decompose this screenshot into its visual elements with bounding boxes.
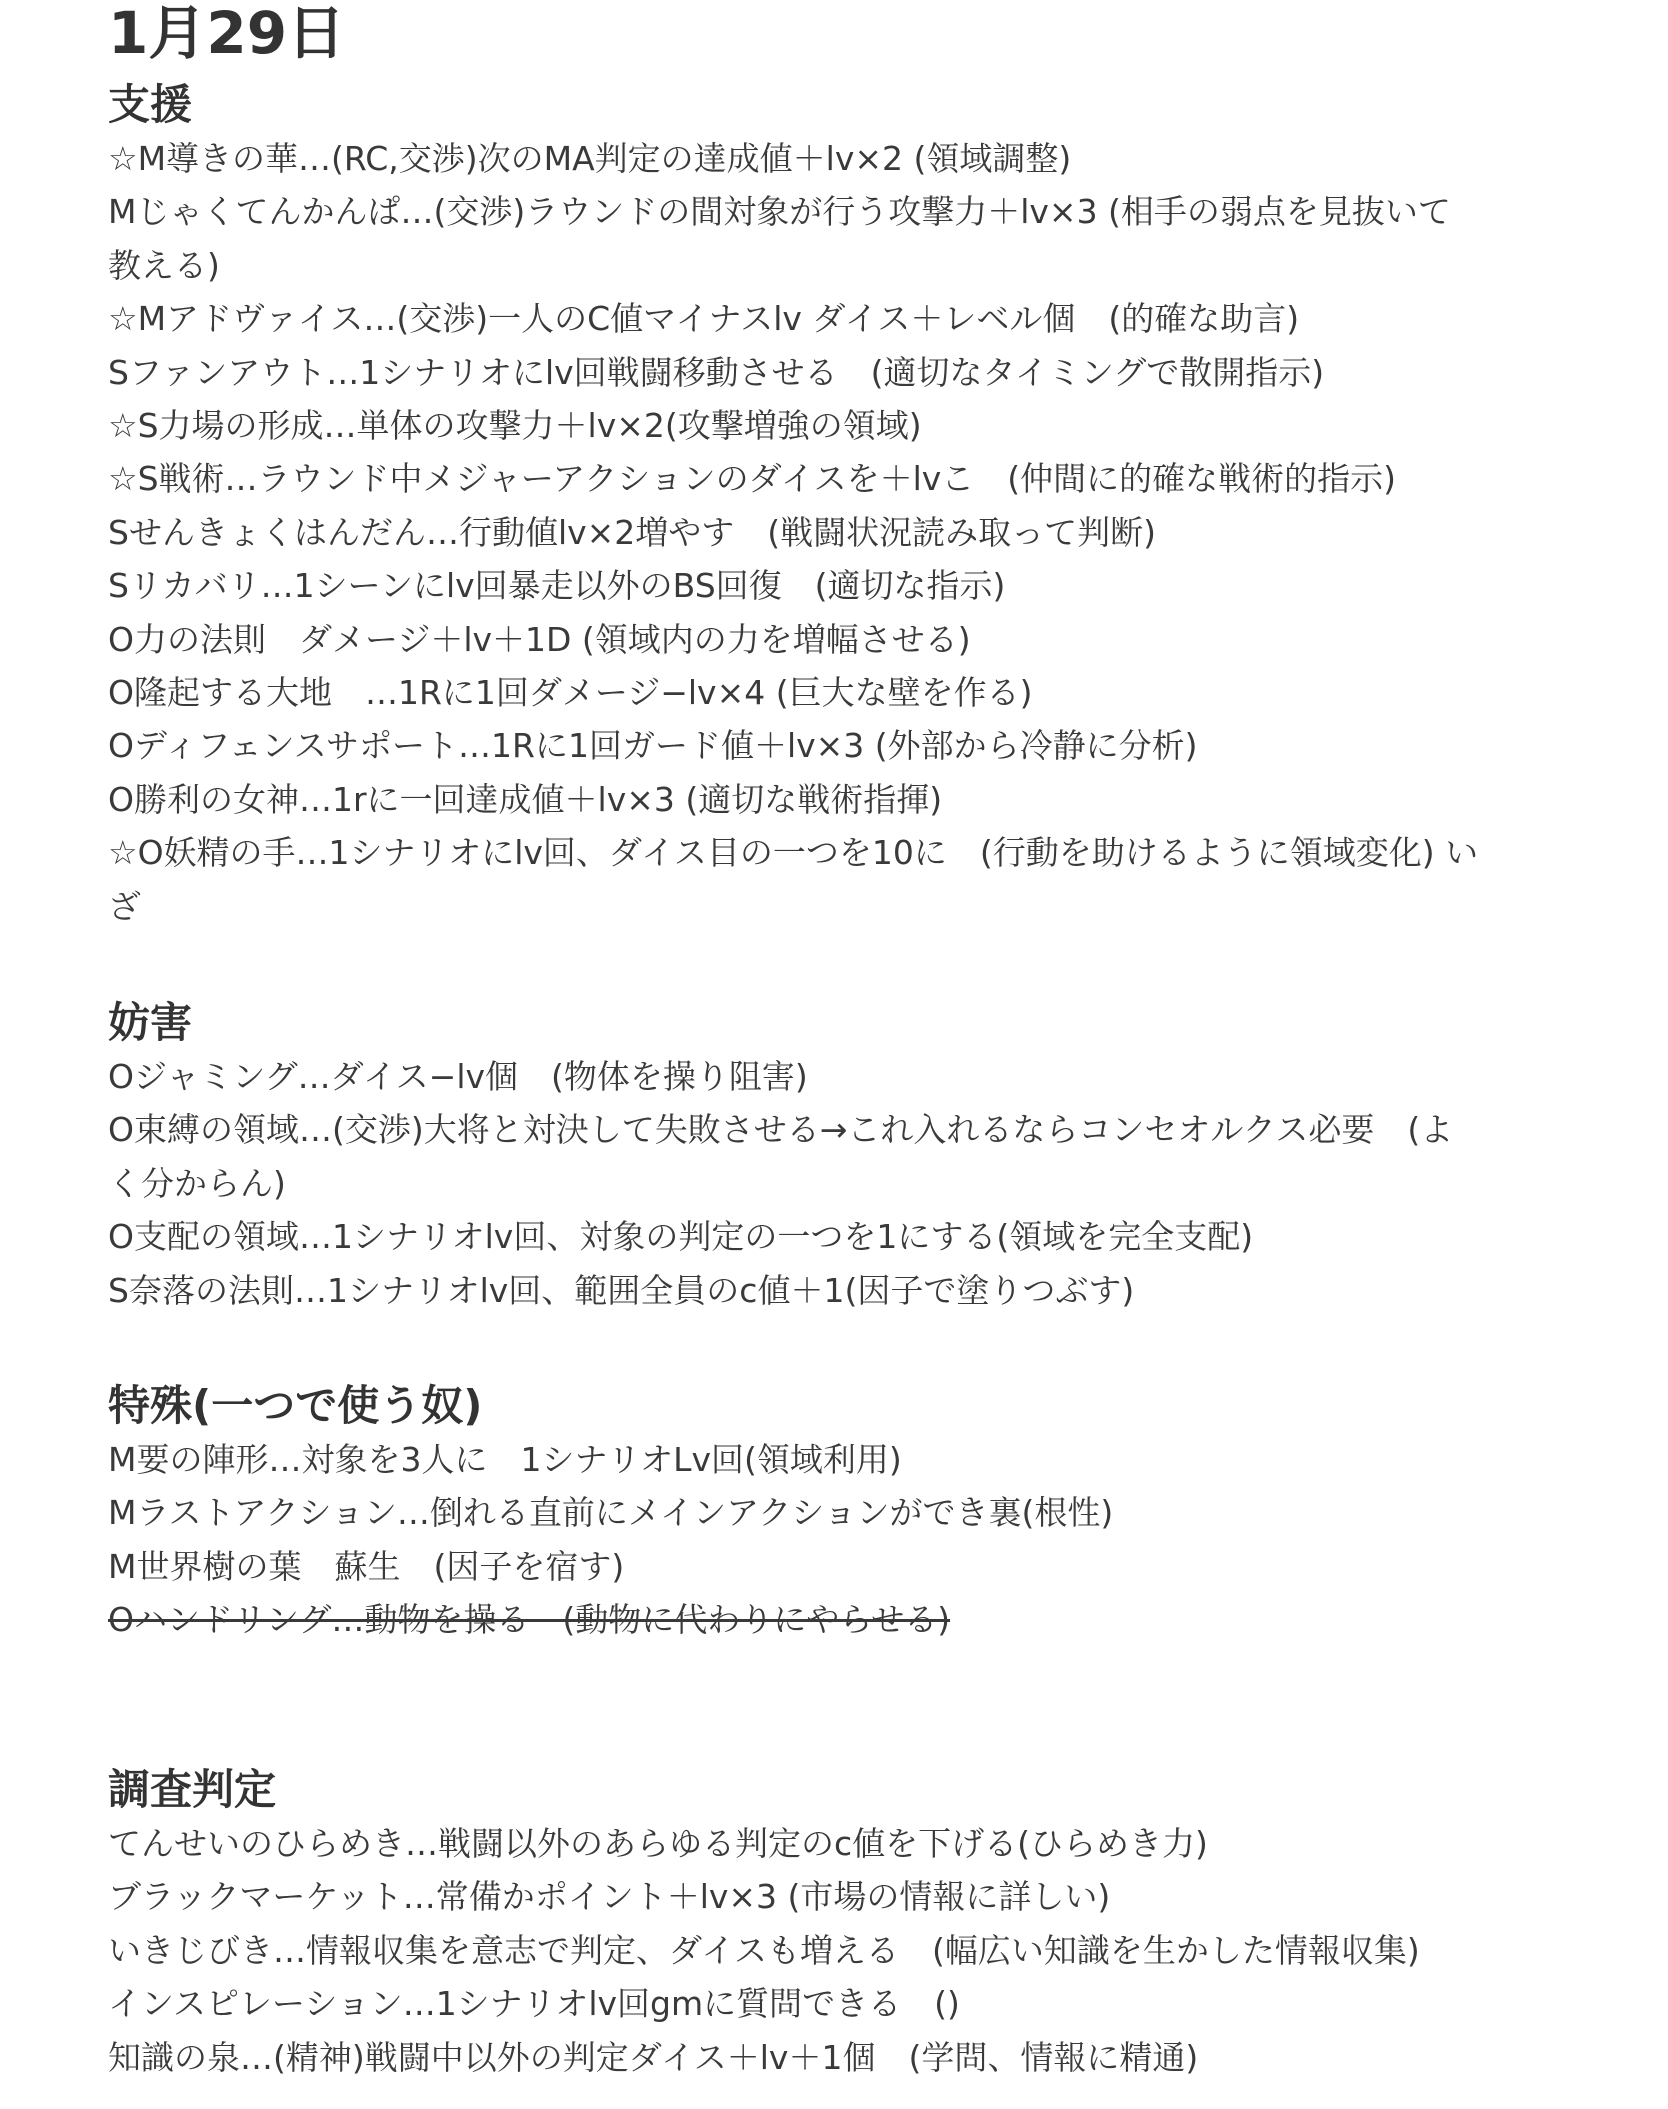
note-line: ☆S戦術…ラウンド中メジャーアクションのダイスを＋lvこ (仲間に的確な戦術的指示): [108, 459, 1397, 499]
note-line: インスピレーション…1シナリオlv回gmに質問できる (): [108, 1984, 960, 2024]
note-line: O隆起する大地 …1Rに1回ダメージ−lv×4 (巨大な壁を作る): [108, 673, 1033, 713]
section-investigation: [108, 1763, 1568, 2084]
note-line: ざ: [108, 886, 141, 926]
note-line: Sリカバリ…1シーンにlv回暴走以外のBS回復 (適切な指示): [108, 566, 1006, 606]
section-heading: 特殊(一つで使う奴): [108, 1381, 483, 1430]
note-line: ☆S力場の形成…単体の攻撃力＋lv×2(攻撃増強の領域): [108, 406, 922, 446]
note-line: Sせんきょくはんだん…行動値lv×2増やす (戦闘状況読み取って判断): [108, 512, 1157, 552]
note-line: ブラックマーケット…常備かポイント＋lv×3 (市場の情報に詳しい): [108, 1877, 1111, 1917]
note-line: O支配の領域…1シナリオlv回、対象の判定の一つを1にする(領域を完全支配): [108, 1217, 1254, 1257]
section-heading: 支援: [108, 80, 193, 129]
note-line: いきじびき…情報収集を意志で判定、ダイスも増える (幅広い知識を生かした情報収集): [108, 1930, 1420, 1970]
note-line: Mじゃくてんかんぱ…(交渉)ラウンドの間対象が行う攻撃力＋lv×3 (相手の弱点を見抜いて: [108, 192, 1451, 232]
line-list: [108, 132, 1568, 933]
note-title: 1月29日: [108, 0, 346, 67]
note-line: O束縛の領域…(交渉)大将と対決して失敗させる→これ入れるならコンセオルクス必要 (よ: [108, 1110, 1454, 1150]
section-heading: 妨害: [108, 998, 193, 1047]
note-line: Mラストアクション…倒れる直前にメインアクションができ裏(根性): [108, 1493, 1114, 1533]
note-line: ☆M導きの華…(RC,交渉)次のMA判定の達成値＋lv×2 (領域調整): [108, 139, 1072, 178]
note-line: く分からん): [108, 1163, 286, 1203]
note-line: S奈落の法則…1シナリオlv回、範囲全員のc値＋1(因子で塗りつぶす): [108, 1270, 1135, 1310]
note-line: ☆O妖精の手…1シナリオにlv回、ダイス目の一つを10に (行動を助けるように領域変化) い: [108, 833, 1479, 873]
line-list: [108, 1817, 1568, 2084]
note-line: Sファンアウト…1シナリオにlv回戦闘移動させる (適切なタイミングで散開指示): [108, 352, 1325, 392]
line-list: [108, 1433, 1568, 1647]
section-support: [108, 78, 1568, 933]
note-line: ☆Mアドヴァイス…(交渉)一人のC値マイナスlv ダイス＋レベル個 (的確な助言): [108, 299, 1300, 339]
note-line: Oディフェンスサポート…1Rに1回ガード値＋lv×3 (外部から冷静に分析): [108, 726, 1198, 766]
note-line: 教える): [108, 245, 220, 285]
section-hindrance: [108, 996, 1568, 1317]
note-line: O力の法則 ダメージ＋lv＋1D (領域内の力を増幅させる): [108, 619, 971, 659]
section-heading: 調査判定: [108, 1765, 277, 1814]
struck-note-line: Oハンドリング…動物を操る (動物に代わりにやらせる): [108, 1600, 951, 1640]
note-line: 知識の泉…(精神)戦闘中以外の判定ダイス＋lv＋1個 (学問、情報に精通): [108, 2037, 1199, 2077]
note-line: M要の陣形…対象を3人に 1シナリオLv回(領域利用): [108, 1440, 902, 1479]
note-line: O勝利の女神…1rに一回達成値＋lv×3 (適切な戦術指揮): [108, 779, 943, 819]
line-list: [108, 1050, 1568, 1317]
section-special: [108, 1379, 1568, 1647]
note-line: M世界樹の葉 蘇生 (因子を宿す): [108, 1546, 625, 1586]
note-line: Oジャミング…ダイス−lv個 (物体を操り阻害): [108, 1057, 808, 1096]
note-line: てんせいのひらめき…戦闘以外のあらゆる判定のc値を下げる(ひらめき力): [108, 1824, 1208, 1863]
